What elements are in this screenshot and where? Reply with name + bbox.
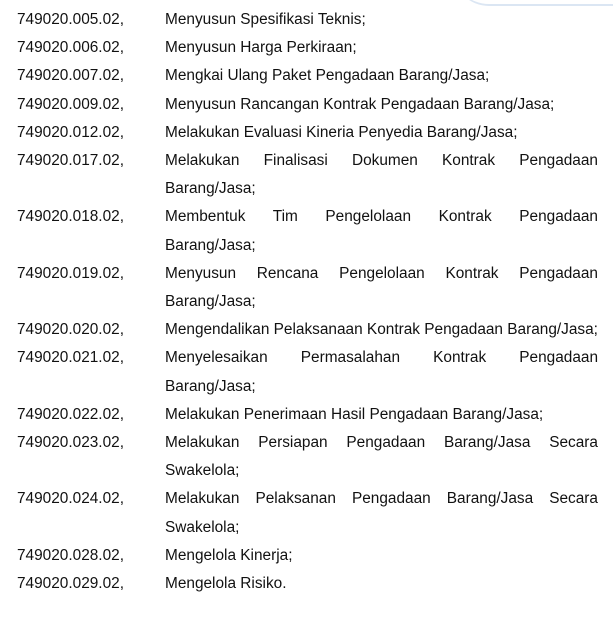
list-item [0,429,613,485]
item-description: Menyusun Spesifikasi Teknis; [165,11,366,28]
item-code: 749020.023.02, [17,434,124,452]
list-item [0,91,613,119]
item-description: Melakukan Evaluasi Kineria Penyedia Barang/Jasa; [165,123,518,141]
item-description: Mengendalikan Pelaksanaan Kontrak Pengadaan Barang/Jasa; [165,321,598,339]
item-code: 749020.006.02, [17,39,124,57]
item-code: 749020.022.02, [17,405,124,423]
item-code: 749020.019.02, [17,264,124,282]
item-description: Melakukan Persiapan Pengadaan Barang/Jasa Secara Swakelola; [165,434,598,480]
item-code: 749020.021.02, [17,349,124,367]
item-code: 749020.017.02, [17,152,124,170]
item-description: Mengelola Risiko. [165,575,287,593]
item-description: Menyelesaikan Permasalahan Kontrak Pengadaan Barang/Jasa; [165,349,598,395]
list-item [0,401,613,429]
list-item [0,62,613,90]
list-item [0,203,613,259]
list-item [0,34,613,62]
item-description: Melakukan Pelaksanan Pengadaan Barang/Jasa Secara Swakelola; [165,490,598,536]
list-item [0,570,613,598]
item-code: 749020.020.02, [17,321,124,339]
item-description: Melakukan Finalisasi Dokumen Kontrak Pengadaan Barang/Jasa; [165,152,598,198]
list-item [0,119,613,147]
item-description: Menyusun Rencana Pengelolaan Kontrak Pengadaan Barang/Jasa; [165,264,598,311]
list-item [0,6,613,34]
list-item [0,147,613,203]
item-code: 749020.007.02, [17,67,124,85]
item-description: Mengelola Kinerja; [165,546,293,564]
item-code: 749020.012.02, [17,123,124,141]
item-code: 749020.028.02, [17,546,124,564]
item-code: 749020.029.02, [17,575,124,593]
item-description: Melakukan Penerimaan Hasil Pengadaan Barang/Jasa; [165,405,544,423]
item-description: Membentuk Tim Pengelolaan Kontrak Pengadaan Barang/Jasa; [165,208,598,254]
item-description: Mengkai Ulang Paket Pengadaan Barang/Jasa; [165,67,490,85]
list-item [0,260,613,316]
item-description: Menyusun Rancangan Kontrak Pengadaan Barang/Jasa; [165,95,555,113]
item-code: 749020.018.02, [17,208,124,226]
item-code: 749020.009.02, [17,95,124,113]
item-code: 749020.024.02, [17,490,124,508]
competency-code-list [0,6,613,598]
list-item [0,316,613,344]
item-description: Menyusun Harga Perkiraan; [165,39,357,57]
list-item [0,542,613,570]
list-item [0,344,613,400]
list-item [0,485,613,541]
item-code: 749020.005.02, [17,11,124,28]
